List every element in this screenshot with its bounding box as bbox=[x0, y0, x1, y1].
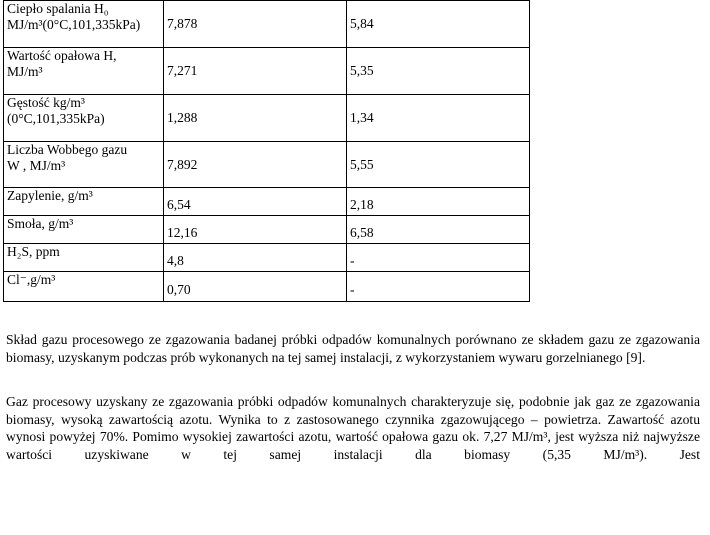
value-cell: - bbox=[347, 244, 530, 272]
table-row bbox=[4, 142, 530, 188]
value-cell: 7,271 bbox=[164, 48, 347, 95]
value-cell: 1,288 bbox=[164, 95, 347, 142]
row-label bbox=[4, 244, 164, 272]
label-line: W , MJ/m³ bbox=[7, 158, 66, 173]
row-label bbox=[4, 1, 164, 48]
paragraph-nitrogen: Gaz procesowy uzyskany ze zgazowania próbki odpadów komunalnych charakteryzuje się, podobnie jak gaz ze zgazowania biomasy, wysoką zawartością azotu. Wynika to z zastosowanego czynnika zgazowującego – powietrza. Zawartość azotu wynosi powyżej 70%. Pomimo wysokiej zawartości azotu, wartość opałowa gazu ok. 7,27 MJ/m³, jest wyższa niż najwyższe wartości uzyskiwane w tej samej instalacji dla biomasy (5,35 MJ/m³). Jest bbox=[6, 394, 700, 462]
row-label bbox=[4, 95, 164, 142]
value-cell: 0,70 bbox=[164, 272, 347, 302]
value-cell: 6,58 bbox=[347, 216, 530, 244]
paragraph-comparison: Skład gazu procesowego ze zgazowania badanej próbki odpadów komunalnych porównano ze składem gazu ze zgazowania biomasy, uzyskanym podczas prób wykonanych na tej samej instalacji, z wykorzystaniem wywaru gorzelnianego [9]. bbox=[6, 332, 700, 365]
value-cell: 2,18 bbox=[347, 188, 530, 216]
value-cell: 5,35 bbox=[347, 48, 530, 95]
table-row bbox=[4, 188, 530, 216]
label-line: H₂S, ppm bbox=[7, 244, 60, 259]
table-row bbox=[4, 48, 530, 95]
label-line: Liczba Wobbego gazu bbox=[7, 142, 128, 157]
label-line: Ciepło spalania H₀ bbox=[7, 1, 109, 16]
gas-properties-table bbox=[3, 0, 530, 302]
row-label bbox=[4, 142, 164, 188]
value-cell: 6,54 bbox=[164, 188, 347, 216]
value-cell: 5,55 bbox=[347, 142, 530, 188]
row-label bbox=[4, 48, 164, 95]
table-row bbox=[4, 216, 530, 244]
value-cell: 12,16 bbox=[164, 216, 347, 244]
table-row bbox=[4, 95, 530, 142]
row-label bbox=[4, 272, 164, 302]
row-label bbox=[4, 216, 164, 244]
value-cell: 7,878 bbox=[164, 1, 347, 48]
row-label bbox=[4, 188, 164, 216]
label-line: Gęstość kg/m³ bbox=[7, 95, 85, 110]
label-line: (0°C,101,335kPa) bbox=[7, 111, 105, 126]
table-row bbox=[4, 1, 530, 48]
label-line: MJ/m³ bbox=[7, 64, 43, 79]
value-cell: 7,892 bbox=[164, 142, 347, 188]
label-line: Zapylenie, g/m³ bbox=[7, 188, 93, 203]
table-row bbox=[4, 244, 530, 272]
table-row bbox=[4, 272, 530, 302]
label-line: Smoła, g/m³ bbox=[7, 216, 74, 231]
value-cell: 4,8 bbox=[164, 244, 347, 272]
value-cell: 5,84 bbox=[347, 1, 530, 48]
value-cell: - bbox=[347, 272, 530, 302]
label-line: MJ/m³(0°C,101,335kPa) bbox=[7, 17, 141, 32]
value-cell: 1,34 bbox=[347, 95, 530, 142]
label-line: Wartość opałowa H, bbox=[7, 48, 117, 63]
label-line: Cl⁻,g/m³ bbox=[7, 272, 56, 287]
